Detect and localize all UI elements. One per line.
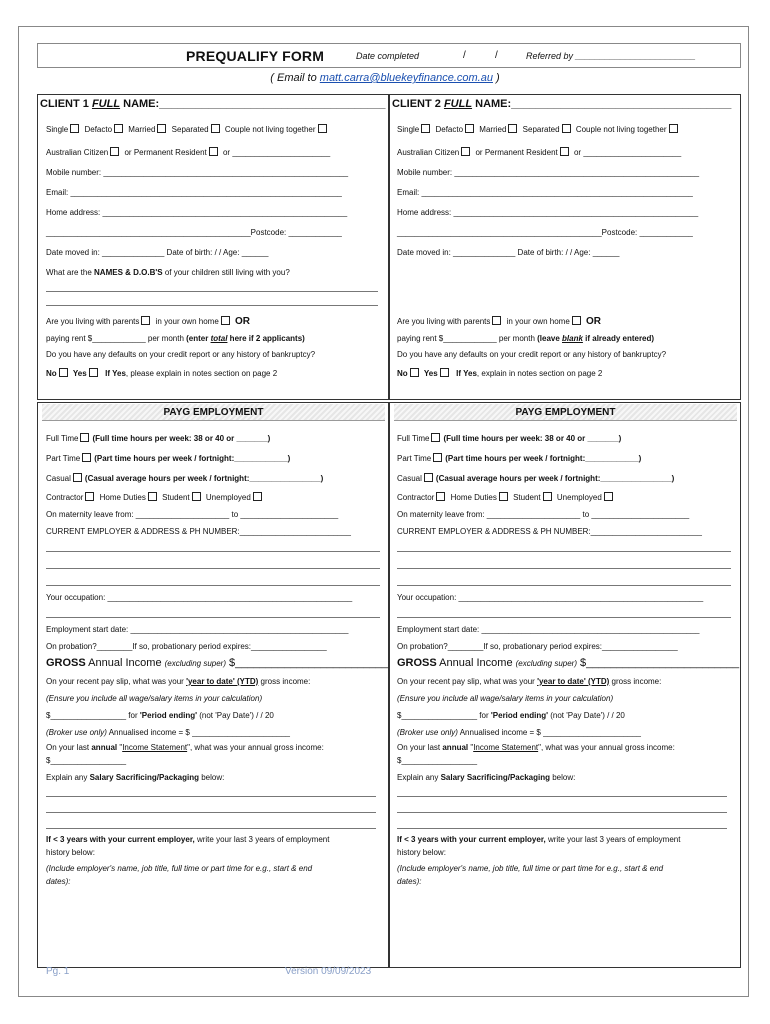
parttime-option: Part Time (Part time hours per week / fortnight:____________) — [397, 454, 642, 463]
ytd-question: On your recent pay slip, what was your 'year to date' (YTD) gross income: — [397, 677, 662, 686]
checkbox[interactable] — [560, 147, 569, 156]
casual-option: Casual (Casual average hours per week / fortnight:________________) — [397, 474, 675, 483]
probation-field[interactable]: On probation?________If so, probationary period expires:_________________ — [397, 642, 678, 651]
checkbox[interactable] — [421, 124, 430, 133]
client2-defaults-answer: No Yes If Yes, explain in notes section on page 2 — [397, 369, 603, 378]
client1-dates-field[interactable]: Date moved in: ______________ Date of birth: / / Age: ______ — [46, 248, 269, 257]
checkbox[interactable] — [572, 316, 581, 325]
gross-income-field[interactable]: GROSS Annual Income (excluding super) $_________________________ — [397, 657, 740, 669]
checkbox[interactable] — [604, 492, 613, 501]
checkbox[interactable] — [465, 124, 474, 133]
checkbox[interactable] — [141, 316, 150, 325]
email-link[interactable]: matt.carra@bluekeyfinance.com.au — [319, 72, 493, 84]
annualised-income-field[interactable]: (Broker use only) Annualised income = $ ______________________ — [397, 728, 641, 737]
checkbox[interactable] — [461, 147, 470, 156]
employment-history-question-cont: history below: — [397, 848, 446, 857]
checkbox[interactable] — [211, 124, 220, 133]
ensure-note: (Ensure you include all wage/salary items in your calculation) — [46, 694, 263, 703]
annualised-income-field[interactable]: (Broker use only) Annualised income = $ ______________________ — [46, 728, 290, 737]
employment-history-question-cont: history below: — [46, 848, 95, 857]
checkbox[interactable] — [433, 453, 442, 462]
checkbox[interactable] — [221, 316, 230, 325]
checkbox[interactable] — [424, 473, 433, 482]
form-header — [37, 43, 741, 68]
probation-field[interactable]: On probation?________If so, probationary period expires:_________________ — [46, 642, 327, 651]
gross-income-field[interactable]: GROSS Annual Income (excluding super) $_________________________ — [46, 657, 389, 669]
occupation-field[interactable]: Your occupation: _______________________________________________________ — [397, 593, 704, 602]
salary-sacrifice-line[interactable] — [46, 812, 376, 813]
checkbox[interactable] — [114, 124, 123, 133]
payg-heading: PAYG EMPLOYMENT — [42, 404, 385, 421]
client1-marital-status: Single Defacto Married Separated Couple not living together — [46, 124, 330, 134]
checkbox[interactable] — [508, 124, 517, 133]
date-slash: / — [463, 50, 466, 61]
payg-heading: PAYG EMPLOYMENT — [394, 404, 737, 421]
client2-citizenship: Australian Citizen or Permanent Resident or ______________________ — [397, 148, 682, 157]
employer-field[interactable]: CURRENT EMPLOYER & ADDRESS & PH NUMBER:_________________________ — [397, 527, 702, 536]
employer-line[interactable] — [46, 568, 380, 569]
checkbox[interactable] — [492, 316, 501, 325]
client2-postcode-field[interactable]: ______________________________________________Postcode: ____________ — [397, 228, 693, 237]
client2-dates-field[interactable]: Date moved in: ______________ Date of birth: / / Age: ______ — [397, 248, 620, 257]
form-title: PREQUALIFY FORM — [186, 48, 325, 64]
checkbox[interactable] — [562, 124, 571, 133]
client1-children-line[interactable] — [46, 291, 378, 292]
employer-line[interactable] — [46, 551, 380, 552]
period-ending-field[interactable]: $_________________ for 'Period ending' (not 'Pay Date') / / 20 — [397, 711, 625, 720]
checkbox[interactable] — [410, 368, 419, 377]
checkbox[interactable] — [148, 492, 157, 501]
employer-line[interactable] — [397, 551, 731, 552]
client2-address-field[interactable]: Home address: _______________________________________________________ — [397, 208, 699, 217]
page-number: Pg. 1 — [46, 966, 70, 977]
parttime-option: Part Time (Part time hours per week / fortnight:____________) — [46, 454, 291, 463]
checkbox[interactable] — [253, 492, 262, 501]
checkbox[interactable] — [110, 147, 119, 156]
date-completed-label: Date completed — [356, 51, 420, 61]
start-date-field[interactable]: Employment start date: _________________________________________________ — [397, 625, 700, 634]
version-label: Version 09/09/2023 — [285, 966, 372, 977]
referred-by-field[interactable]: Referred by ________________________ — [526, 51, 696, 61]
client2-name-field[interactable]: CLIENT 2 FULL NAME:____________________________________ — [392, 98, 732, 110]
client1-children-question: What are the NAMES & D.O.B'S of your children still living with you? — [46, 268, 290, 277]
client1-email-field[interactable]: Email: _____________________________________________________________ — [46, 188, 342, 197]
checkbox[interactable] — [209, 147, 218, 156]
client2-mobile-field[interactable]: Mobile number: _______________________________________________________ — [397, 168, 700, 177]
fulltime-option: Full Time (Full time hours per week: 38 or 40 or _______) — [46, 434, 271, 443]
salary-sacrifice-line[interactable] — [397, 812, 727, 813]
employment-history-question: If < 3 years with your current employer, write your last 3 years of employment — [46, 835, 330, 844]
occupation-field[interactable]: Your occupation: _______________________________________________________ — [46, 593, 353, 602]
fulltime-option: Full Time (Full time hours per week: 38 or 40 or _______) — [397, 434, 622, 443]
salary-sacrifice-line[interactable] — [397, 796, 727, 797]
salary-sacrifice-line[interactable] — [46, 828, 376, 829]
client1-citizenship: Australian Citizen or Permanent Resident or ______________________ — [46, 148, 331, 157]
include-note: (Include employer's name, job title, full time or part time for e.g., start & end — [46, 864, 313, 873]
client2-email-field[interactable]: Email: _____________________________________________________________ — [397, 188, 693, 197]
client1-living-situation: Are you living with parents in your own home OR — [46, 316, 251, 327]
checkbox[interactable] — [431, 433, 440, 442]
maternity-field[interactable]: On maternity leave from: _____________________ to ______________________ — [397, 510, 690, 519]
employment-history-question: If < 3 years with your current employer, write your last 3 years of employment — [397, 835, 681, 844]
client1-mobile-field[interactable]: Mobile number: _______________________________________________________ — [46, 168, 349, 177]
checkbox[interactable] — [318, 124, 327, 133]
client1-defaults-question: Do you have any defaults on your credit report or any history of bankruptcy? — [46, 350, 316, 359]
client2-defaults-question: Do you have any defaults on your credit report or any history of bankruptcy? — [397, 350, 667, 359]
client2-rent-field[interactable]: paying rent $____________ per month (leave blank if already entered) — [397, 334, 655, 343]
period-ending-field[interactable]: $_________________ for 'Period ending' (not 'Pay Date') / / 20 — [46, 711, 274, 720]
client2-marital-status: Single Defacto Married Separated Couple not living together — [397, 124, 681, 134]
employer-line[interactable] — [46, 585, 380, 586]
salary-sacrifice-question: Explain any Salary Sacrificing/Packaging below: — [46, 773, 225, 782]
income-statement-field[interactable]: $_________________ — [46, 756, 127, 765]
occupation-line[interactable] — [46, 617, 380, 618]
checkbox[interactable] — [89, 368, 98, 377]
checkbox[interactable] — [440, 368, 449, 377]
date-slash: / — [495, 50, 498, 61]
other-employment-options: Contractor Home Duties Student Unemployed — [397, 492, 616, 502]
salary-sacrifice-line[interactable] — [46, 796, 376, 797]
client1-address-field[interactable]: Home address: _______________________________________________________ — [46, 208, 348, 217]
client1-name-field[interactable]: CLIENT 1 FULL NAME:_____________________________________ — [40, 98, 386, 110]
client2-living-situation: Are you living with parents in your own home OR — [397, 316, 602, 327]
checkbox[interactable] — [85, 492, 94, 501]
checkbox[interactable] — [157, 124, 166, 133]
start-date-field[interactable]: Employment start date: _________________________________________________ — [46, 625, 349, 634]
checkbox[interactable] — [543, 492, 552, 501]
checkbox[interactable] — [80, 433, 89, 442]
client1-children-line[interactable] — [46, 305, 378, 306]
checkbox[interactable] — [82, 453, 91, 462]
client1-rent-field[interactable]: paying rent $____________ per month (enter total here if 2 applicants) — [46, 334, 305, 343]
client1-postcode-field[interactable]: ______________________________________________Postcode: ____________ — [46, 228, 342, 237]
other-employment-options: Contractor Home Duties Student Unemployed — [46, 492, 265, 502]
employer-line[interactable] — [397, 568, 731, 569]
occupation-line[interactable] — [397, 617, 731, 618]
checkbox[interactable] — [669, 124, 678, 133]
include-note-cont: dates): — [46, 877, 71, 886]
ytd-question: On your recent pay slip, what was your 'year to date' (YTD) gross income: — [46, 677, 311, 686]
client1-defaults-answer: No Yes If Yes, please explain in notes section on page 2 — [46, 369, 278, 378]
income-statement-question: On your last annual "Income Statement", what was your annual gross income: — [397, 743, 675, 752]
employer-field[interactable]: CURRENT EMPLOYER & ADDRESS & PH NUMBER:_________________________ — [46, 527, 351, 536]
salary-sacrifice-question: Explain any Salary Sacrificing/Packaging below: — [397, 773, 576, 782]
email-instruction: ( Email to matt.carra@bluekeyfinance.com.au ) — [270, 72, 500, 84]
checkbox[interactable] — [73, 473, 82, 482]
ensure-note: (Ensure you include all wage/salary items in your calculation) — [397, 694, 614, 703]
include-note: (Include employer's name, job title, full time or part time for e.g., start & end — [397, 864, 664, 873]
checkbox[interactable] — [59, 368, 68, 377]
employer-line[interactable] — [397, 585, 731, 586]
income-statement-question: On your last annual "Income Statement", what was your annual gross income: — [46, 743, 324, 752]
casual-option: Casual (Casual average hours per week / fortnight:________________) — [46, 474, 324, 483]
checkbox[interactable] — [436, 492, 445, 501]
salary-sacrifice-line[interactable] — [397, 828, 727, 829]
checkbox[interactable] — [499, 492, 508, 501]
include-note-cont: dates): — [397, 877, 422, 886]
income-statement-field[interactable]: $_________________ — [397, 756, 478, 765]
checkbox[interactable] — [70, 124, 79, 133]
checkbox[interactable] — [192, 492, 201, 501]
maternity-field[interactable]: On maternity leave from: _____________________ to ______________________ — [46, 510, 339, 519]
